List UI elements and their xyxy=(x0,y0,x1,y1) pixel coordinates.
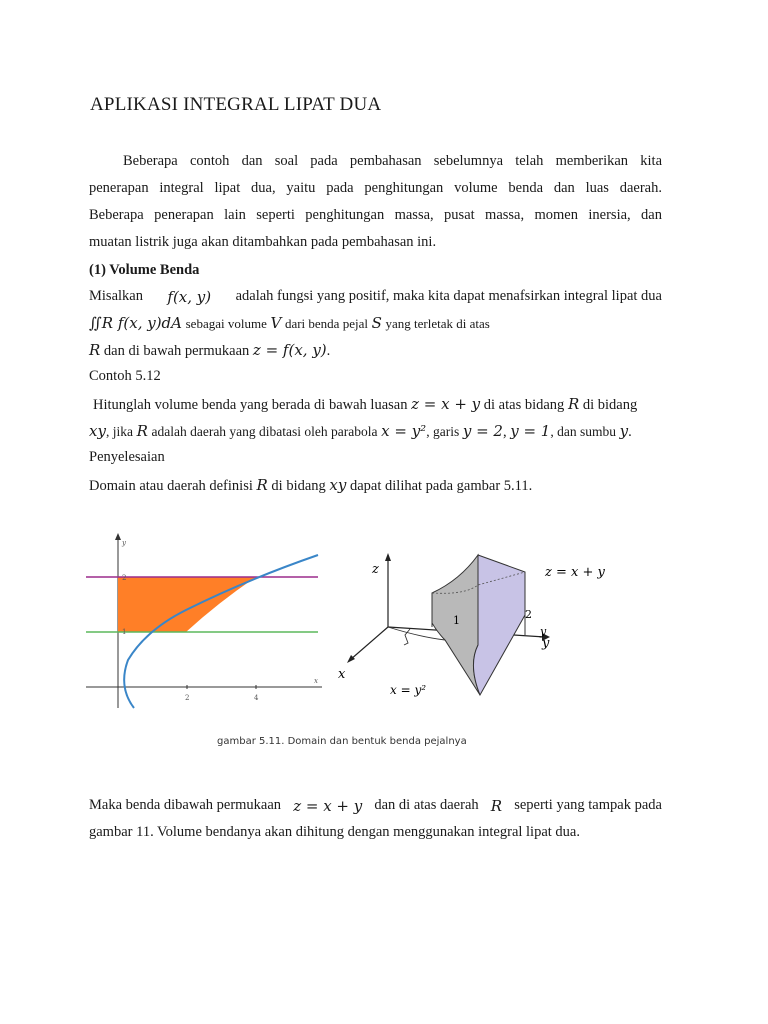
example-label: Contoh 5.12 xyxy=(89,368,161,384)
x-axis-3d xyxy=(350,627,388,660)
x-tick-label-4: 4 xyxy=(254,694,259,702)
figure-caption: gambar 5.11. Domain dan bentuk benda pejalnya xyxy=(217,736,467,747)
example-eq-y1: y = 1 xyxy=(510,422,551,440)
example-text-g: , dan sumbu xyxy=(550,424,616,439)
double-integral: ∬R f(x, y)dA xyxy=(89,314,182,332)
x-label: x xyxy=(338,667,346,682)
solid-symbol: S xyxy=(371,314,382,332)
page-title: APLIKASI INTEGRAL LIPAT DUA xyxy=(90,94,382,115)
intro-line-4: muatan listrik juga akan ditambahkan pada pembahasan ini. xyxy=(89,234,437,250)
example-text-d: , jika xyxy=(105,424,133,439)
surface-equation: z = f(x, y) xyxy=(252,341,327,359)
intro-line-1: Beberapa contoh dan soal pada pembahasan sebelumnya telah memberikan kita xyxy=(123,153,662,169)
y-tick-label-2: 2 xyxy=(122,574,127,582)
misalkan-line-2 xyxy=(89,314,490,333)
z-label: z xyxy=(372,562,379,577)
domain-line xyxy=(89,476,532,495)
parabola-pointer xyxy=(404,629,410,645)
tick-1-label: 1 xyxy=(453,614,460,627)
x-tick-label-2: 2 xyxy=(185,694,190,702)
section-heading: (1) Volume Benda xyxy=(89,262,200,278)
misalkan-text-c: sebagai volume xyxy=(185,316,267,331)
example-axis-y: y xyxy=(619,422,629,440)
period: . xyxy=(628,424,632,440)
misalkan-text-e: yang terletak di atas xyxy=(385,316,490,331)
closing-text-b: dan di atas daerah xyxy=(374,797,479,813)
example-plane-xy: xy xyxy=(89,422,106,440)
closing-equation: z = x + y xyxy=(293,797,363,815)
y-tick-label-1: 1 xyxy=(122,628,127,636)
x-axis-label: x xyxy=(314,677,318,685)
example-text-e: adalah daerah yang dibatasi oleh parabola xyxy=(151,424,378,439)
closing-text-c: seperti yang tampak pada xyxy=(514,797,662,813)
intro-line-2: penerapan integral lipat dua, yaitu pada penghitungan volume benda dan luas daerah. xyxy=(89,180,662,196)
example-text-b: di atas bidang xyxy=(483,397,565,413)
closing-line-1 xyxy=(89,797,662,815)
domain-region: R xyxy=(256,476,268,494)
solid-figure xyxy=(330,545,630,705)
shaded-region xyxy=(118,577,256,632)
example-region-1: R xyxy=(567,395,580,413)
example-region-2: R xyxy=(136,422,148,440)
closing-line-2: gambar 11. Volume bendanya akan dihitung dengan menggunakan integral lipat dua. xyxy=(89,824,580,840)
region-symbol: R xyxy=(89,341,101,359)
misalkan-text-b: adalah fungsi yang positif, maka kita dapat menafsirkan integral lipat dua xyxy=(235,288,662,304)
y-small-label: y xyxy=(540,625,547,638)
intro-line-3: Beberapa penerapan lain seperti penghitungan massa, pusat massa, momen inersia, dan xyxy=(89,207,662,223)
domain-text-c: dapat dilihat pada gambar 5.11. xyxy=(349,478,533,494)
example-line-2 xyxy=(89,422,632,441)
domain-text-b: di bidang xyxy=(271,478,326,494)
intro-paragraph xyxy=(89,148,662,256)
example-text-a: Hitunglah volume benda yang berada di bawah luasan xyxy=(93,397,408,413)
volume-symbol: V xyxy=(270,314,282,332)
surface-label: z = x + y xyxy=(545,565,605,580)
domain-plane-xy: xy xyxy=(329,476,347,494)
example-eq-surface: z = x + y xyxy=(411,395,481,413)
y-axis-arrow xyxy=(115,533,121,540)
solution-label: Penyelesaian xyxy=(89,449,165,465)
y-label: y xyxy=(542,636,550,651)
misalkan-line-1 xyxy=(89,288,662,306)
period: . xyxy=(326,343,331,359)
example-text-f: , garis xyxy=(426,424,460,439)
solid-purple-face xyxy=(473,555,525,695)
example-eq-parabola: x = y² xyxy=(381,422,427,440)
misalkan-text-a: Misalkan xyxy=(89,288,143,304)
domain-text-a: Domain atau daerah definisi xyxy=(89,478,253,494)
tick-2-label: 2 xyxy=(525,608,532,621)
misalkan-function: f(x, y) xyxy=(167,288,212,306)
example-text-c: di bidang xyxy=(582,397,638,413)
example-line-1 xyxy=(93,395,637,414)
parabola-label: x = y² xyxy=(390,683,427,697)
z-axis-arrow xyxy=(385,553,391,561)
closing-text-a: Maka benda dibawah permukaan xyxy=(89,797,282,813)
comma: , xyxy=(502,424,507,440)
misalkan-text-d: dari benda pejal xyxy=(284,316,368,331)
misalkan-text-g: dan di bawah permukaan xyxy=(103,343,250,359)
example-eq-y2: y = 2 xyxy=(462,422,503,440)
misalkan-line-3 xyxy=(89,341,330,360)
closing-region: R xyxy=(490,797,503,815)
y-axis-label: y xyxy=(122,539,126,547)
domain-plot xyxy=(86,530,326,710)
